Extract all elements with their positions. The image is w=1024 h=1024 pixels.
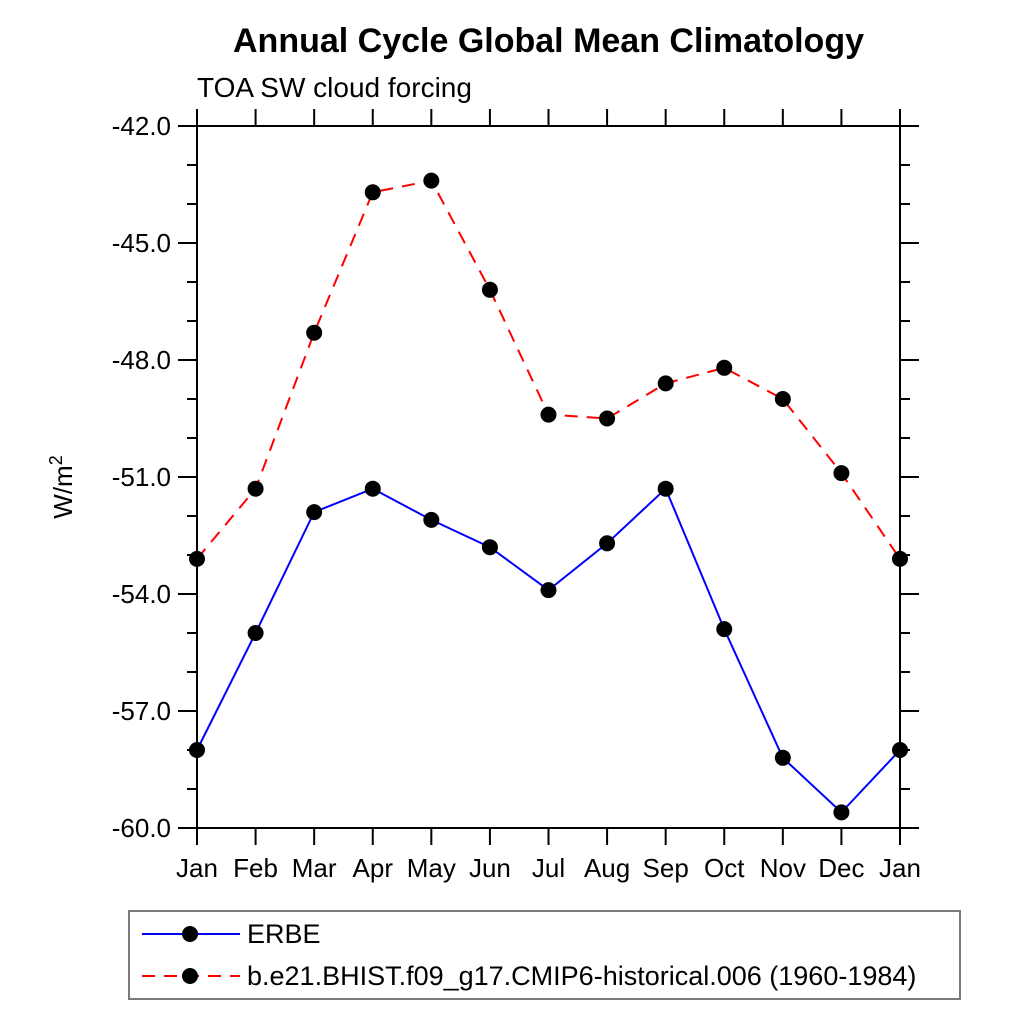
y-tick-label: -45.0 (111, 228, 171, 258)
x-tick-label: Jul (531, 853, 566, 883)
data-point-marker (306, 325, 322, 341)
legend-item-model (140, 957, 959, 995)
x-tick-label: Mar (291, 853, 337, 883)
x-tick-label: Sep (642, 853, 689, 883)
data-point-marker (599, 535, 615, 551)
data-point-marker (833, 804, 849, 820)
legend-sample-marker (182, 968, 198, 984)
data-point-marker (248, 481, 264, 497)
y-tick-label: -51.0 (111, 462, 171, 492)
legend-item-erbe (140, 915, 959, 953)
data-point-marker (248, 625, 264, 641)
x-tick-label: Feb (233, 853, 278, 883)
data-point-marker (775, 750, 791, 766)
data-point-marker (423, 512, 439, 528)
data-point-marker (716, 621, 732, 637)
data-point-marker (365, 184, 381, 200)
data-point-marker (482, 282, 498, 298)
legend-label-model: b.e21.BHIST.f09_g17.CMIP6-historical.006 (1960-1984) (247, 960, 917, 991)
data-point-marker (716, 360, 732, 376)
data-point-marker (306, 504, 322, 520)
y-axis-label: $W/m^2$ (46, 455, 78, 519)
chart-subtitle: TOA SW cloud forcing (197, 72, 472, 103)
data-point-marker (892, 742, 908, 758)
data-point-marker (658, 375, 674, 391)
legend (128, 910, 961, 1000)
data-point-marker (775, 391, 791, 407)
data-point-marker (189, 551, 205, 567)
data-point-marker (423, 173, 439, 189)
y-tick-label: -48.0 (111, 345, 171, 375)
data-point-marker (482, 539, 498, 555)
legend-sample-marker (182, 926, 198, 942)
y-tick-label: -60.0 (111, 813, 171, 843)
x-tick-label: Apr (352, 853, 393, 883)
data-point-marker (365, 481, 381, 497)
data-point-marker (892, 551, 908, 567)
data-point-marker (599, 411, 615, 427)
x-tick-label: Jan (176, 853, 218, 883)
series-line-model (197, 181, 900, 559)
data-point-marker (658, 481, 674, 497)
legend-line-sample-erbe (140, 922, 245, 946)
legend-label-erbe: ERBE (247, 918, 321, 949)
y-tick-label: -42.0 (111, 111, 171, 141)
plot-frame (197, 126, 900, 828)
series-line-erbe (197, 489, 900, 813)
x-tick-label: Nov (759, 853, 806, 883)
data-point-marker (833, 465, 849, 481)
x-tick-label: Dec (818, 853, 865, 883)
x-tick-label: Jan (879, 853, 921, 883)
data-point-marker (541, 407, 557, 423)
y-tick-label: -57.0 (111, 696, 171, 726)
y-tick-label: -54.0 (111, 579, 171, 609)
x-tick-label: May (406, 853, 456, 883)
chart-title: Annual Cycle Global Mean Climatology (233, 22, 864, 60)
data-point-marker (541, 582, 557, 598)
data-point-marker (189, 742, 205, 758)
x-tick-label: Jun (468, 853, 511, 883)
x-tick-label: Aug (583, 853, 631, 883)
x-tick-label: Oct (704, 853, 745, 883)
legend-line-sample-model (140, 964, 245, 988)
